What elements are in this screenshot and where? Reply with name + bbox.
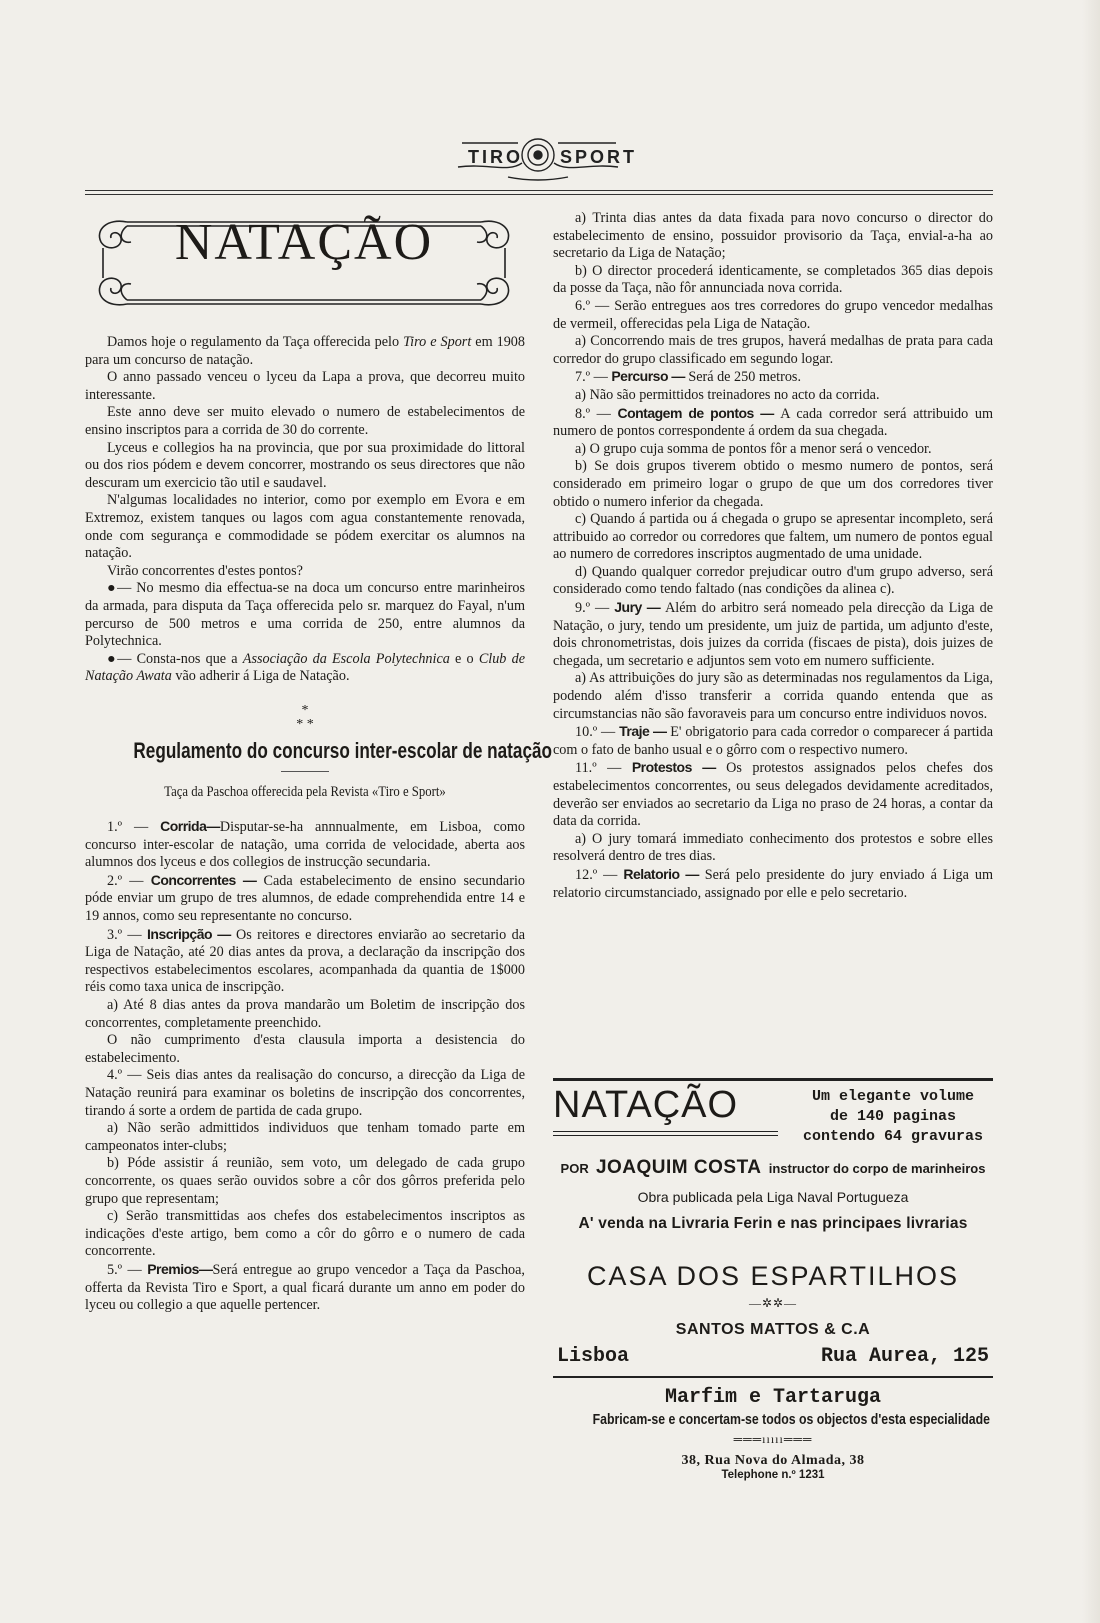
article-paragraph: d) Quando qualquer corredor prejudicar outro d'um grupo adverso, será considerado como tendo faltado (nas condições da alinea c). [553, 563, 993, 598]
article-paragraph: 10.º — Traje — E' obrigatorio para cada corredor o comparecer á partida com o fato de banho usual e o gôrro com o respectivo numero. [553, 723, 993, 758]
article-paragraph: O não cumprimento d'esta clausula importa a desistencia do estabelecimento. [85, 1032, 525, 1066]
article-paragraph: 1.º — Corrida—Disputar-se-ha annnualmente, em Lisboa, como concurso inter-escolar de natação, uma corrida de velocidade, aberta aos alumnos dos lyceus e dos collegios de instrucção secundaria. [85, 818, 525, 871]
article-paragraph: 4.º — Seis dias antes da realisação do concurso, a direcção da Liga de Natação reunirá para examinar os boletins de inscripção dos concorrentes, tirando á sorte a ordem de partida de cada grupo. [85, 1067, 525, 1119]
book-title: NATAÇÃO [553, 1084, 739, 1126]
shop-ornament: —✲✲— [748, 1296, 798, 1310]
header-rule-2 [85, 194, 993, 195]
book-author-line: POR JOAQUIM COSTA instructor do corpo de marinheiros [560, 1157, 986, 1178]
intro-paragraph: ●— Consta-nos que a Associação da Escola Polytechnica e o Club de Natação Awata vão adherir á Liga de Natação. [85, 650, 525, 685]
article-heading: Protestos [631, 759, 692, 776]
left-column [85, 208, 553, 1315]
page-title: NATAÇÃO [174, 214, 434, 271]
shop-service: Fabricam-se e concertam-se todos os objectos d'esta especialidade [592, 1411, 990, 1428]
book-publisher: Obra publicada pela Liga Naval Portugueza [637, 1189, 909, 1205]
intro-paragraph: Lyceus e collegios ha na provincia, que por sua proximidade do littoral ou dos rios pódem e devem concorrer, mostrando os seus directores que não descuram um exercicio tão util e saudavel. [85, 439, 525, 491]
shop-location [553, 1345, 993, 1368]
intro-paragraph: N'algumas localidades no interior, como por exemplo em Evora e em Extremoz, existem tanques ou lagos com agua constantemente renovada, onde com segurança e commodidade se pódem exercitar os alumnos na natação. [85, 492, 525, 562]
article-paragraph: c) Quando á partida ou á chegada o grupo se apresentar incompleto, será attribuido ao corredor ou corredores que faltem, um numero de pontos egual ao numero de corredores inscriptos augmentado de uma unidade. [553, 511, 993, 563]
article-paragraph: a) O jury tomará immediato conhecimento dos protestos e sobre elles resolverá dentro de tres dias. [553, 830, 993, 865]
left-articles [85, 818, 525, 1315]
book-volume-info: Um elegante volume de 140 paginas contendo 64 gravuras [802, 1088, 984, 1145]
article-paragraph: 9.º — Jury — Além do arbitro será nomeado pela direcção da Liga de Natação, o jury, tendo um presidente, um juiz de partida, um adjunto d'este, dois chronometristas, dois juizes da corrida (fiscaes de pista), dois juizes de chegada, um secretario e adjuntos sem voto em numero sufficiente. [553, 599, 994, 669]
intro-paragraph: ●— No mesmo dia effectua-se na doca um concurso entre marinheiros da armada, para disputa da Taça offerecida pelo sr. marquez do Fayal, n'um percurso de 500 metros e uma corrida de 250, entre alumnos da Polytechnica. [85, 580, 525, 650]
shop-telephone: Telephone n.º 1231 [721, 1469, 825, 1481]
shop-ornament-2: ═══ııııı═══ [733, 1432, 813, 1446]
shop-name: CASA DOS ESPARTILHOS [586, 1261, 960, 1291]
shop-specialty: Marfim e Tartaruga [664, 1386, 882, 1409]
intro-paragraph: Este anno deve ser muito elevado o numero de estabelecimentos de ensino inscriptos para a corrida de 30 do corrente. [85, 404, 525, 438]
article-paragraph: b) O director procederá identicamente, se completados 365 dias depois da posse da Taça, não fôr annunciada nova corrida. [553, 262, 993, 297]
header-rule [85, 190, 993, 191]
article-paragraph: 8.º — Contagem de pontos — A cada corredor será attribuido um numero de pontos correspondente á ordem da sua chegada. [553, 404, 993, 440]
article-paragraph: a) Concorrendo mais de tres grupos, haverá medalhas de prata para cada corredor do grupo classificado em segundo logar. [553, 333, 993, 367]
short-divider [281, 771, 329, 772]
article-heading: Traje [619, 723, 650, 740]
article-paragraph: 7.º — Percurso — Será de 250 metros. [575, 368, 801, 386]
article-paragraph: 5.º — Premios—Será entregue ao grupo vencedor a Taça da Paschoa, offerta da Revista Tiro e Sport, a qual ficará durante um anno em poder do lyceu ou collegio a que aquelle pertencer. [85, 1260, 525, 1314]
shop-street: Rua Aurea, 125 [820, 1345, 989, 1368]
article-heading: Percurso [611, 368, 669, 385]
article-heading: Relatorio [623, 865, 680, 882]
shop-address: 38, Rua Nova do Almada, 38 [681, 1453, 865, 1468]
article-paragraph: a) Não são permittidos treinadores no acto da corrida. [575, 386, 880, 403]
article-paragraph: a) Não serão admittidos individuos que tenham tomado parte em campeonatos inter-clubs; [85, 1120, 525, 1154]
article-paragraph: 12.º — Relatorio — Será pelo presidente do jury enviado á Liga um relatorio circumstanciado, assignado por elle e pelo secretario. [553, 865, 993, 901]
svg-text:SPORT: SPORT [560, 147, 638, 167]
article-paragraph: b) Se dois grupos tiverem obtido o mesmo numero de pontos, será considerado em primeiro logar o grupo de que um dos corredores tiver obtido o numero inferior da chegada. [553, 458, 993, 510]
book-author: JOAQUIM COSTA [595, 1157, 762, 1178]
shop-city: Lisboa [557, 1345, 630, 1368]
article-paragraph: 3.º — Inscripção — Os reitores e directores enviarão ao secretario da Liga de Natação, até 20 dias antes da prova, a declaração da inscripção dos respectivos estabelecimentos escolares, acompanhada da quantia de 1$000 réis como taxa unica de inscripção. [85, 925, 525, 996]
book-advert [553, 1078, 993, 1481]
article-heading: Jury [614, 599, 642, 616]
article-paragraph: b) Póde assistir á reunião, sem voto, um delegado de cada grupo concorrente, os quaes serão ouvidos sobre a côr dos gôrros preferida pelo grupo que representam; [85, 1155, 525, 1207]
article-heading: Inscripção [147, 925, 213, 942]
article-paragraph: 6.º — Serão entregues aos tres corredores do grupo vencedor medalhas de vermeil, offerecidas pela Liga de Natação. [553, 297, 993, 332]
right-column [553, 210, 993, 902]
right-articles [553, 210, 993, 902]
intro-text [85, 334, 525, 686]
intro-paragraph: Virão concorrentes d'estes pontos? [107, 562, 303, 579]
intro-paragraph: O anno passado venceu o lyceu da Lapa a prova, que decorreu muito interessante. [85, 369, 525, 403]
article-paragraph: a) Trinta dias antes da data fixada para novo concurso o director do estabelecimento de ensino, possuidor provisorio da Taça, envial-a-ha ao secretario da Liga de Natação; [553, 210, 993, 262]
shop-owners: SANTOS MATTOS & C.A [675, 1321, 871, 1338]
article-paragraph: 2.º — Concorrentes — Cada estabelecimento de ensino secundario póde enviar um grupo de tres alumnos, de edade comprehendida entre 14 e 19 annos, como seu representante no concurso. [85, 871, 525, 925]
masthead-logo [448, 133, 638, 183]
article-heading: Concorrentes [150, 871, 236, 888]
svg-text:TIRO: TIRO [468, 147, 523, 167]
article-paragraph: c) Serão transmittidas aos chefes dos estabelecimentos inscriptos as indicações d'este artigo, bem como a côr do gôrro e o numero de cada concorrente. [85, 1208, 525, 1260]
article-paragraph: a) Até 8 dias antes da prova mandarão um Boletim de inscripção dos concorrentes, completamente preenchido. [85, 997, 525, 1031]
book-sale: A' venda na Livraria Ferin e nas principaes livrarias [578, 1215, 968, 1232]
article-heading: Contagem de pontos [617, 404, 754, 421]
page-edge [1082, 0, 1100, 1623]
article-paragraph: a) As attribuições do jury são as determinadas nos regulamentos da Liga, podendo além d'isso transferir a corrida quando entenda que as circumstancias não são favoraveis para um concurso entre individuos novos. [553, 670, 993, 722]
regulation-title: Regulamento do concurso inter-escolar de natação [133, 737, 553, 763]
section-stars: * * * [296, 702, 314, 732]
regulation-subtitle: Taça da Paschoa offerecida pela Revista «Tiro e Sport» [164, 784, 446, 801]
article-paragraph: a) O grupo cuja somma de pontos fôr a menor será o vencedor. [575, 440, 932, 457]
article-heading: Premios [147, 1260, 199, 1277]
title-cartouche [87, 208, 521, 318]
intro-paragraph: Damos hoje o regulamento da Taça offerecida pelo Tiro e Sport em 1908 para um concurso de natação. [85, 334, 525, 368]
article-paragraph: 11.º — Protestos — Os protestos assignados pelos chefes dos estabelecimentos concorrentes, ou seus delegados devidamente acreditados, deverão ser enviados ao secretario da Liga no praso de 24 horas, a contar da data da corrida. [553, 759, 993, 830]
article-heading: Corrida [160, 818, 207, 835]
